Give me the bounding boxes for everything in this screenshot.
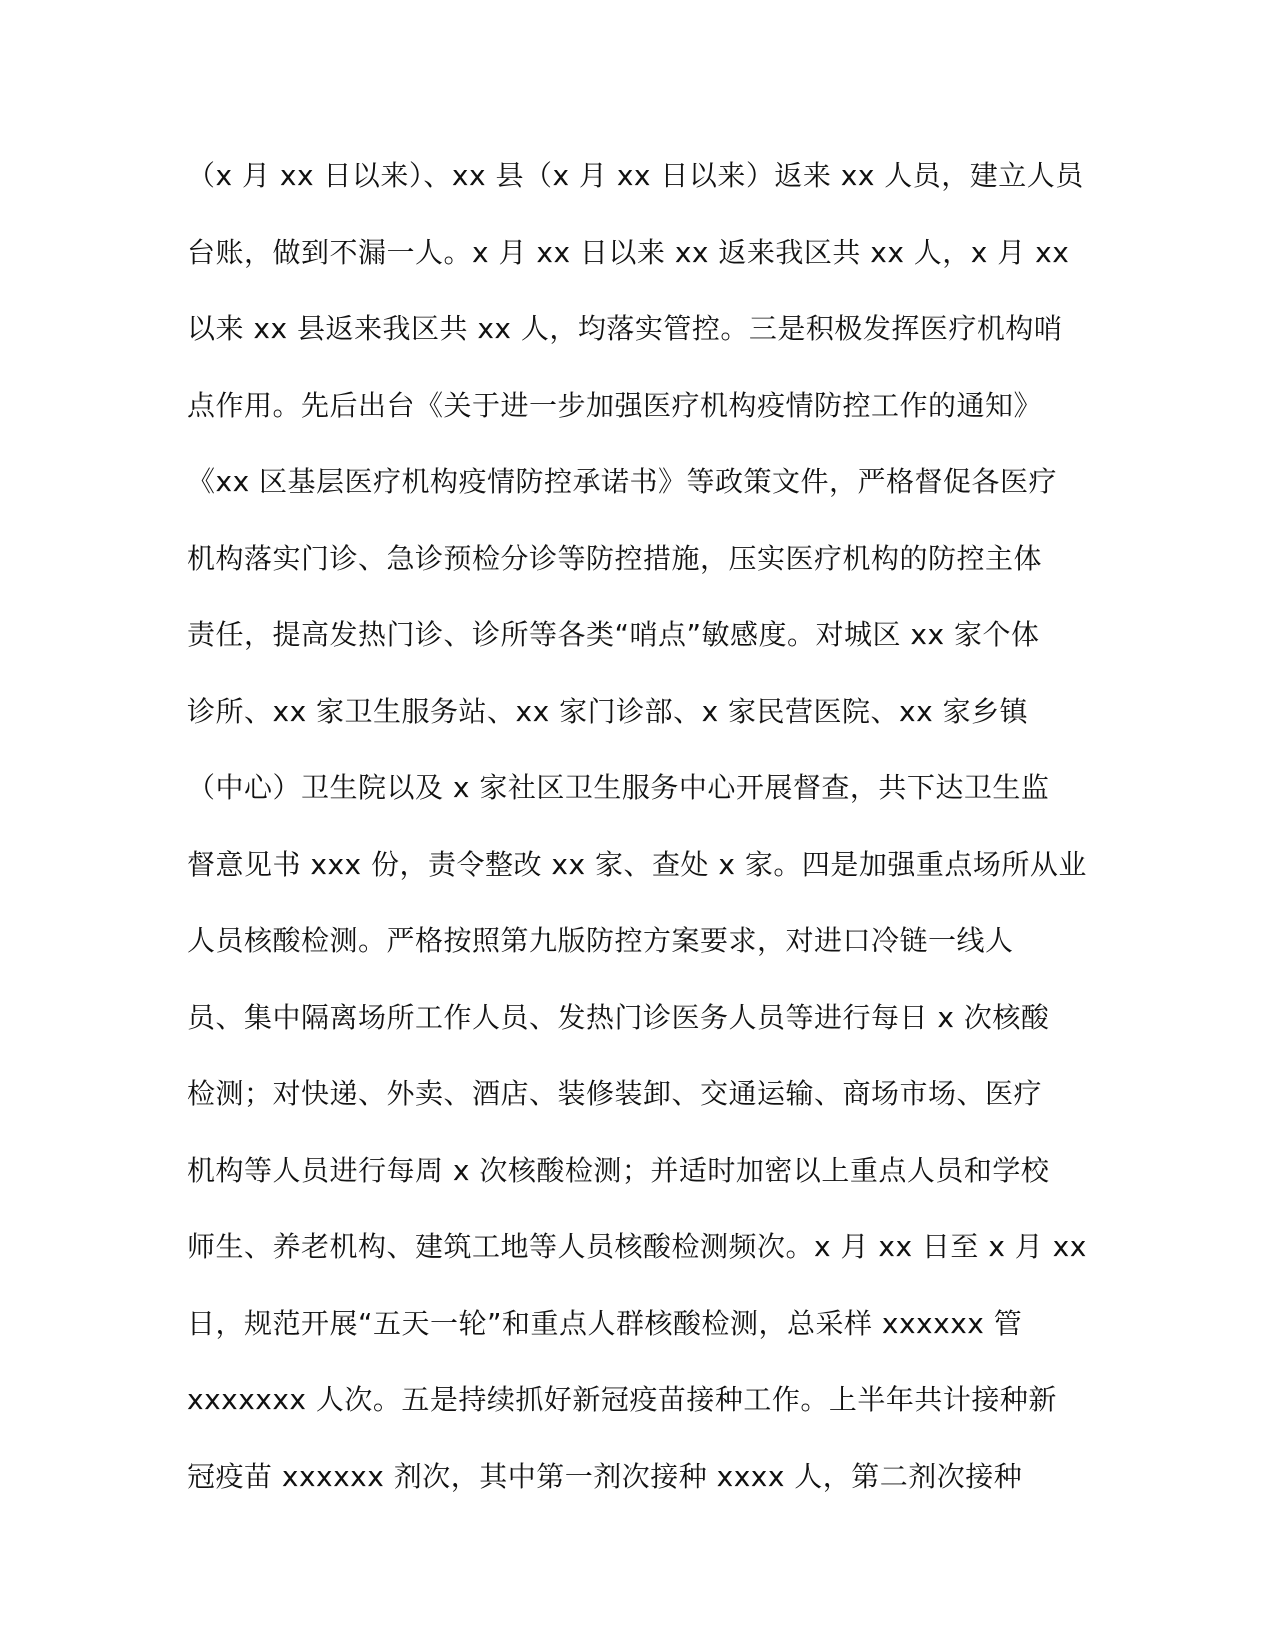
text-line-12: 员、集中隔离场所工作人员、发热门诊医务人员等进行每日 x 次核酸 xyxy=(187,1000,1050,1034)
text-line-17: xxxxxxx 人次。五是持续抓好新冠疫苗接种工作。上半年共计接种新 xyxy=(187,1383,1057,1416)
text-line-10: 督意见书 xxx 份，责令整改 xx 家、查处 x 家。四是加强重点场所从业 xyxy=(187,847,1087,881)
text-line-3: 以来 xx 县返来我区共 xx 人，均落实管控。三是积极发挥医疗机构哨 xyxy=(187,312,1063,345)
text-line-6: 机构落实门诊、急诊预检分诊等防控措施，压实医疗机构的防控主体 xyxy=(187,541,1043,575)
text-line-16: 日，规范开展“五天一轮”和重点人群核酸检测，总采样 xxxxxx 管 xyxy=(187,1306,1023,1340)
text-line-14: 机构等人员进行每周 x 次核酸检测；并适时加密以上重点人员和学校 xyxy=(187,1153,1050,1187)
text-line-15: 师生、养老机构、建筑工地等人员核酸检测频次。x 月 xx 日至 x 月 xx xyxy=(187,1230,1087,1263)
text-line-13: 检测；对快递、外卖、酒店、装修装卸、交通运输、商场市场、医疗 xyxy=(187,1077,1043,1110)
text-line-8: 诊所、xx 家卫生服务站、xx 家门诊部、x 家民营医院、xx 家乡镇 xyxy=(187,694,1029,728)
text-line-2: 台账，做到不漏一人。x 月 xx 日以来 xx 返来我区共 xx 人，x 月 xx xyxy=(187,235,1070,269)
text-line-18: 冠疫苗 xxxxxx 剂次，其中第一剂次接种 xxxx 人，第二剂次接种 xyxy=(187,1459,1023,1493)
body-text xyxy=(187,138,1087,1515)
text-line-7: 责任，提高发热门诊、诊所等各类“哨点”敏感度。对城区 xx 家个体 xyxy=(187,618,1040,651)
text-line-4: 点作用。先后出台《关于进一步加强医疗机构疫情防控工作的通知》 xyxy=(187,388,1043,422)
text-line-9: （中心）卫生院以及 x 家社区卫生服务中心开展督查，共下达卫生监 xyxy=(187,771,1050,804)
text-line-11: 人员核酸检测。严格按照第九版防控方案要求，对进口冷链一线人 xyxy=(187,924,1014,957)
text-line-5: 《xx 区基层医疗机构疫情防控承诺书》等政策文件，严格督促各医疗 xyxy=(187,465,1058,498)
text-line-1: （x 月 xx 日以来）、xx 县（x 月 xx 日以来）返来 xx 人员，建立人员 xyxy=(187,159,1084,192)
